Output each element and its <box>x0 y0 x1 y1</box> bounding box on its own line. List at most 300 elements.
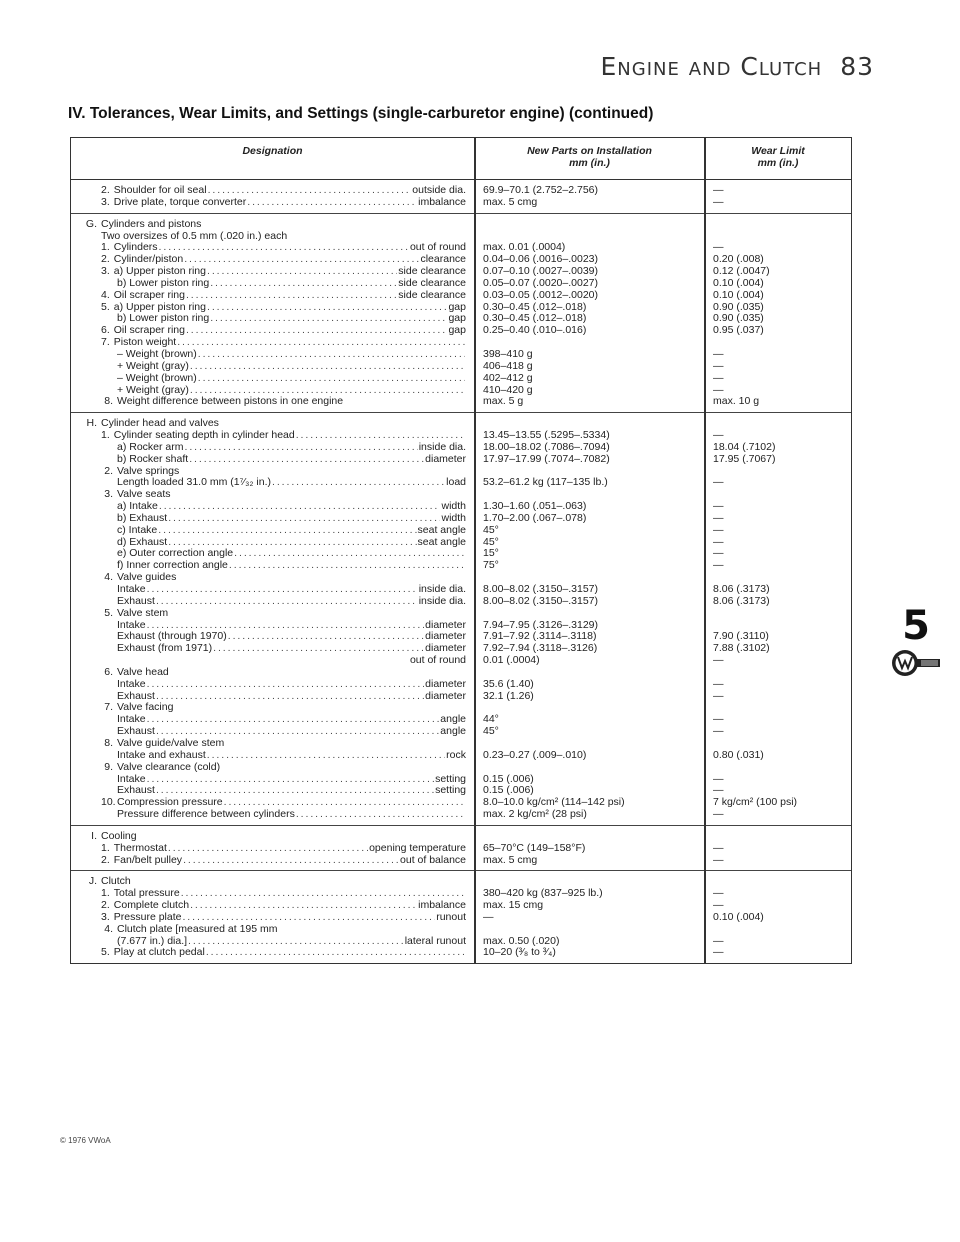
measurement-qualifier: side clearance <box>398 265 466 278</box>
wear-limit-value <box>703 466 851 478</box>
row-label: Intake <box>117 583 146 595</box>
measurement-qualifier: gap <box>448 312 466 325</box>
new-parts-value <box>474 831 703 843</box>
row-label: Intake <box>117 772 146 785</box>
row-label: Weight difference between pistons in one engine <box>117 395 344 408</box>
wear-limit-value: — <box>713 808 724 821</box>
dot-leader <box>188 936 404 948</box>
new-parts-value: 7.91–7.92 (.3114–.3118) <box>483 630 597 643</box>
item-number: 8. <box>104 736 113 749</box>
wear-limit-value: — <box>713 547 724 560</box>
wear-limit-value: — <box>713 241 724 254</box>
new-parts-value: 0.15 (.006) <box>483 784 534 797</box>
designation-cell <box>71 361 474 373</box>
section-heading: IV. Tolerances, Wear Limits, and Settings (single-carburetor engine) (continued) <box>68 105 654 122</box>
measurement-qualifier: diameter <box>425 677 466 690</box>
new-parts-value: 0.30–0.45 (.012–.018) <box>483 312 587 325</box>
row-label: Piston weight <box>113 336 177 349</box>
row-label: Cylinders <box>113 241 158 254</box>
wear-limit-value: 0.12 (.0047) <box>713 265 770 278</box>
wear-limit-value: 0.95 (.037) <box>713 324 764 337</box>
table-row <box>71 750 851 762</box>
item-number: 3. <box>104 488 113 501</box>
table-row <box>71 219 851 231</box>
row-label: a) Upper piston ring <box>113 300 206 313</box>
dot-leader <box>147 584 418 596</box>
table-row <box>71 691 851 703</box>
measurement-qualifier: diameter <box>425 452 466 465</box>
new-parts-value: 45° <box>483 535 499 548</box>
row-label: Cylinders and pistons <box>101 217 202 230</box>
new-parts-value: 0.04–0.06 (.0016–.0023) <box>483 253 599 266</box>
item-number: 4. <box>104 922 113 935</box>
designation-cell <box>71 667 474 679</box>
row-label: a) Upper piston ring <box>113 265 206 278</box>
wear-limit-value: — <box>713 500 724 513</box>
row-label: Exhaust <box>117 725 155 738</box>
new-parts-value: 75° <box>483 559 499 572</box>
wear-limit-value: 0.20 (.008) <box>713 253 764 266</box>
measurement-qualifier: outside dia. <box>412 184 466 196</box>
table-row <box>71 843 851 855</box>
dot-leader <box>207 266 397 278</box>
measurement-qualifier: load <box>446 476 466 489</box>
measurement-qualifier: imbalance <box>418 195 466 208</box>
item-number: 7. <box>101 336 110 349</box>
row-label: Oil scraper ring <box>113 324 185 337</box>
wear-limit-value: 0.10 (.004) <box>713 276 764 289</box>
dot-leader <box>185 442 418 454</box>
new-parts-value: 8.00–8.02 (.3150–.3157) <box>483 594 599 607</box>
wear-limit-value: — <box>713 523 724 536</box>
new-parts-value: — <box>483 910 494 923</box>
item-number: H. <box>86 417 97 430</box>
table-row <box>71 924 851 936</box>
table-section <box>71 871 851 963</box>
dot-leader <box>147 774 434 786</box>
new-parts-value: 0.03–0.05 (.0012–.0020) <box>483 288 599 301</box>
designation-cell <box>71 855 474 867</box>
dot-leader <box>177 337 465 349</box>
row-label: c) Intake <box>117 523 158 536</box>
wear-limit-value: — <box>713 359 724 372</box>
wear-limit-value <box>703 702 851 714</box>
wear-limit-value: 0.90 (.035) <box>713 300 764 313</box>
wear-limit-value: 8.06 (.3173) <box>713 594 770 607</box>
item-number: 2. <box>101 253 110 266</box>
dot-leader <box>182 912 435 924</box>
col-designation-header: Designation <box>71 138 475 179</box>
new-parts-value <box>474 667 703 679</box>
row-label: Valve facing <box>117 701 174 714</box>
dot-leader <box>158 525 416 537</box>
wear-limit-value: — <box>713 887 724 900</box>
row-label: b) Lower piston ring <box>117 312 210 325</box>
row-label: Valve guides <box>117 571 177 584</box>
designation-cell <box>71 809 474 821</box>
table-row <box>71 325 851 337</box>
dot-leader <box>189 454 424 466</box>
item-number: I. <box>91 829 97 842</box>
item-number: 6. <box>104 665 113 678</box>
new-parts-value: 0.23–0.27 (.009–.010) <box>483 748 587 761</box>
dot-leader <box>184 254 419 266</box>
new-parts-value: 0.07–0.10 (.0027–.0039) <box>483 265 599 278</box>
row-label: Valve guide/valve stem <box>117 736 225 749</box>
item-number: 4. <box>101 288 110 301</box>
dot-leader <box>228 631 424 643</box>
wear-limit-value: — <box>713 841 724 854</box>
table-row <box>71 278 851 290</box>
table-section <box>71 214 851 414</box>
table-row <box>71 831 851 843</box>
chapter-tab <box>891 603 941 683</box>
table-row <box>71 809 851 821</box>
table-row <box>71 290 851 302</box>
measurement-qualifier: clearance <box>420 253 466 266</box>
row-label: Cooling <box>101 829 137 842</box>
measurement-qualifier: gap <box>448 300 466 313</box>
new-parts-value: 35.6 (1.40) <box>483 677 534 690</box>
item-number: J. <box>88 875 97 888</box>
vw-logo-icon <box>891 648 941 683</box>
measurement-qualifier: seat angle <box>417 523 466 536</box>
table-row <box>71 513 851 525</box>
dot-leader <box>159 242 409 254</box>
table-row <box>71 477 851 489</box>
designation-cell <box>71 396 474 408</box>
new-parts-value: 7.92–7.94 (.3118–.3126) <box>483 642 598 655</box>
item-number: 9. <box>104 760 113 773</box>
row-label: Valve clearance (cold) <box>117 760 221 773</box>
col-new-parts-header: New Parts on Installation mm (in.) <box>475 138 705 179</box>
designation-cell <box>71 454 474 466</box>
item-number: 1. <box>101 429 110 442</box>
measurement-qualifier: diameter <box>425 689 466 702</box>
row-label: – Weight (brown) <box>117 347 197 360</box>
new-parts-value: max. 5 cmg <box>483 195 538 208</box>
table-row <box>71 454 851 466</box>
wear-limit-value: — <box>713 934 724 947</box>
designation-cell <box>71 912 474 924</box>
measurement-qualifier: out of balance <box>400 853 466 866</box>
dot-leader <box>213 643 424 655</box>
new-parts-value: 0.15 (.006) <box>483 772 534 785</box>
measurement-qualifier: diameter <box>425 618 466 631</box>
dot-leader <box>234 548 465 560</box>
measurement-qualifier: imbalance <box>418 899 466 912</box>
row-label: Valve stem <box>117 606 169 619</box>
dot-leader <box>186 325 448 337</box>
wear-limit-value: — <box>713 853 724 866</box>
item-number: 3. <box>101 910 110 923</box>
row-label: Complete clutch <box>113 899 190 912</box>
new-parts-value: max. 15 cmg <box>483 899 544 912</box>
wear-limit-value: 7.88 (.3102) <box>713 642 770 655</box>
wear-limit-value: — <box>713 689 724 702</box>
table-row <box>71 912 851 924</box>
wear-limit-value: — <box>713 371 724 384</box>
measurement-qualifier: angle <box>440 725 466 738</box>
new-parts-value: 0.05–0.07 (.0020–.0027) <box>483 276 599 289</box>
table-row <box>71 608 851 620</box>
wear-limit-value: 0.10 (.004) <box>713 910 764 923</box>
item-number: 5. <box>101 300 110 313</box>
wear-limit-value: — <box>713 383 724 396</box>
new-parts-value: 45° <box>483 725 499 738</box>
row-label: e) Outer correction angle <box>117 547 234 560</box>
dot-leader <box>186 290 397 302</box>
designation-cell <box>71 947 474 959</box>
new-parts-value: 410–420 g <box>483 383 533 396</box>
wear-limit-value: — <box>713 677 724 690</box>
row-label: Intake <box>117 677 146 690</box>
measurement-qualifier: side clearance <box>398 276 466 289</box>
designation-cell <box>71 219 474 231</box>
new-parts-value <box>474 608 703 620</box>
new-parts-value: 15° <box>483 547 499 560</box>
wear-limit-value: — <box>713 535 724 548</box>
running-header <box>600 52 874 81</box>
wear-limit-value: — <box>713 184 724 196</box>
dot-leader <box>147 714 440 726</box>
dot-leader <box>210 278 397 290</box>
new-parts-value: 10–20 (³⁄₈ to ³⁄₄) <box>483 946 556 959</box>
wear-limit-value: 18.04 (.7102) <box>713 440 776 453</box>
item-number: 3. <box>101 265 110 278</box>
item-number: 2. <box>104 464 113 477</box>
row-label: Cylinder seating depth in cylinder head <box>113 429 295 442</box>
item-number: 1. <box>101 841 110 854</box>
row-label: Intake <box>117 618 146 631</box>
designation-cell <box>71 843 474 855</box>
new-parts-value: 8.0–10.0 kg/cm² (114–142 psi) <box>483 796 625 809</box>
dot-leader <box>190 361 465 373</box>
designation-cell <box>71 608 474 620</box>
wear-limit-value: — <box>713 725 724 738</box>
item-number: 7. <box>104 701 113 714</box>
new-parts-value <box>474 762 703 774</box>
designation-cell <box>71 373 474 385</box>
table-row <box>71 396 851 408</box>
row-label: Cylinder head and valves <box>101 417 219 430</box>
table-row <box>71 560 851 572</box>
designation-cell <box>71 831 474 843</box>
new-parts-value: 53.2–61.2 kg (117–135 lb.) <box>483 476 608 489</box>
table-body <box>71 180 851 963</box>
table-row <box>71 947 851 959</box>
new-parts-value: 380–420 kg (837–925 lb.) <box>483 887 603 900</box>
wear-limit-value: — <box>713 559 724 572</box>
measurement-qualifier: out of round <box>409 654 466 667</box>
item-number: 2. <box>101 184 110 196</box>
dot-leader <box>198 373 465 385</box>
item-number: 3. <box>101 195 110 208</box>
item-number: 10. <box>101 796 116 809</box>
row-label: Cylinder/piston <box>113 253 184 266</box>
new-parts-value: max. 0.01 (.0004) <box>483 241 566 254</box>
item-number: G. <box>85 217 97 230</box>
wear-limit-value: 0.10 (.004) <box>713 288 764 301</box>
item-number: 1. <box>101 241 110 254</box>
item-number: 5. <box>104 606 113 619</box>
table-row <box>71 667 851 679</box>
row-label: + Weight (gray) <box>117 359 189 372</box>
row-label: Clutch <box>101 875 131 888</box>
new-parts-value: max. 5 cmg <box>483 853 538 866</box>
row-label: f) Inner correction angle <box>117 559 228 572</box>
spec-table <box>70 137 852 964</box>
wear-limit-value <box>703 762 851 774</box>
row-label: Two oversizes of 0.5 mm (.020 in.) each <box>101 229 288 242</box>
measurement-qualifier: side clearance <box>398 288 466 301</box>
row-label: Exhaust <box>117 784 155 797</box>
dot-leader <box>168 843 368 855</box>
wear-limit-value: — <box>713 713 724 726</box>
row-label: Compression pressure <box>117 796 223 809</box>
wear-limit-value <box>703 876 851 888</box>
row-label: Length loaded 31.0 mm (1⁷⁄₃₂ in.) <box>117 476 271 489</box>
measurement-qualifier: runout <box>436 910 466 923</box>
row-label: Exhaust (through 1970) <box>117 630 227 643</box>
dot-leader <box>168 513 440 525</box>
table-row <box>71 197 851 209</box>
new-parts-value: 32.1 (1.26) <box>483 689 534 702</box>
row-label: Valve seats <box>117 488 171 501</box>
row-label: b) Lower piston ring <box>117 276 210 289</box>
new-parts-value: 69.9–70.1 (2.752–2.756) <box>483 184 599 196</box>
measurement-qualifier: inside dia. <box>418 594 466 607</box>
wear-limit-value: 0.80 (.031) <box>713 748 764 761</box>
table-row <box>71 525 851 537</box>
wear-limit-value: — <box>713 429 724 442</box>
row-label: Drive plate, torque converter <box>113 195 247 208</box>
dot-leader <box>247 197 417 209</box>
designation-cell <box>71 679 474 691</box>
row-label: b) Exhaust <box>117 511 168 524</box>
table-row <box>71 442 851 454</box>
designation-cell <box>71 197 474 209</box>
wear-limit-value: — <box>713 654 724 667</box>
new-parts-value <box>474 219 703 231</box>
table-row <box>71 679 851 691</box>
measurement-qualifier: diameter <box>425 630 466 643</box>
dot-leader <box>156 691 424 703</box>
measurement-qualifier: opening temperature <box>369 841 466 854</box>
dot-leader <box>210 313 447 325</box>
new-parts-value: 8.00–8.02 (.3150–.3157) <box>483 583 599 595</box>
new-parts-value: 398–410 g <box>483 347 533 360</box>
wear-limit-value <box>703 337 851 349</box>
new-parts-value: 0.01 (.0004) <box>483 654 540 667</box>
designation-cell <box>71 278 474 290</box>
new-parts-value: 44° <box>483 713 499 726</box>
measurement-qualifier: angle <box>440 713 466 726</box>
row-label: Intake and exhaust <box>117 748 206 761</box>
new-parts-value: 7.94–7.95 (.3126–.3129) <box>483 618 599 631</box>
new-parts-value: 65–70°C (149–158°F) <box>483 841 586 854</box>
row-label: Exhaust <box>117 689 155 702</box>
new-parts-value: 1.30–1.60 (.051–.063) <box>483 500 587 513</box>
item-number: 2. <box>101 899 110 912</box>
new-parts-value: 13.45–13.55 (.5295–.5334) <box>483 429 610 442</box>
table-row <box>71 361 851 373</box>
measurement-qualifier: setting <box>435 772 466 785</box>
row-label: Fan/belt pulley <box>113 853 183 866</box>
dot-leader <box>183 855 399 867</box>
wear-limit-value <box>703 608 851 620</box>
designation-cell <box>71 442 474 454</box>
new-parts-value: 406–418 g <box>483 359 533 372</box>
table-section <box>71 826 851 872</box>
wear-limit-value: — <box>713 511 724 524</box>
item-number: 6. <box>101 324 110 337</box>
designation-cell <box>71 596 474 608</box>
new-parts-value: 18.00–18.02 (.7086–.7094) <box>483 440 610 453</box>
row-label: Total pressure <box>113 887 180 900</box>
dot-leader <box>272 477 445 489</box>
measurement-qualifier: width <box>441 500 466 513</box>
measurement-qualifier: out of round <box>409 241 466 254</box>
chapter-number: 5 <box>902 603 930 649</box>
item-number: 2. <box>101 853 110 866</box>
new-parts-value: max. 2 kg/cm² (28 psi) <box>483 808 587 821</box>
table-header <box>71 138 851 180</box>
row-label: Intake <box>117 713 146 726</box>
wear-limit-value <box>703 667 851 679</box>
designation-cell <box>71 513 474 525</box>
measurement-qualifier: setting <box>435 784 466 797</box>
row-label: a) Rocker arm <box>117 440 184 453</box>
wear-limit-value <box>703 924 851 936</box>
row-label: Valve head <box>117 665 169 678</box>
row-label: Oil scraper ring <box>113 288 185 301</box>
row-label: – Weight (brown) <box>117 371 197 384</box>
new-parts-value: max. 0.50 (.020) <box>483 934 560 947</box>
table-row <box>71 762 851 774</box>
new-parts-value: 402–412 g <box>483 371 533 384</box>
new-parts-value <box>474 702 703 714</box>
row-label: Exhaust <box>117 594 155 607</box>
dot-leader <box>207 750 445 762</box>
row-label: b) Rocker shaft <box>117 452 189 465</box>
measurement-qualifier: inside dia. <box>418 583 466 595</box>
row-label: d) Exhaust <box>117 535 168 548</box>
row-label: Pressure difference between cylinders <box>117 808 295 821</box>
new-parts-value: 0.30–0.45 (.012–.018) <box>483 300 587 313</box>
dot-leader <box>198 349 465 361</box>
wear-limit-value: — <box>713 347 724 360</box>
wear-limit-value: — <box>713 476 724 489</box>
row-label: Thermostat <box>113 841 167 854</box>
copyright: © 1976 VWoA <box>60 1136 111 1145</box>
dot-leader <box>147 679 425 691</box>
wear-limit-value: — <box>713 899 724 912</box>
measurement-qualifier: width <box>441 511 466 524</box>
row-label: Exhaust (from 1971) <box>117 642 213 655</box>
measurement-qualifier: diameter <box>425 642 466 655</box>
dot-leader <box>159 501 441 513</box>
col-wear-limit-header: Wear Limit mm (in.) <box>751 145 805 169</box>
designation-cell <box>71 525 474 537</box>
dot-leader <box>206 947 465 959</box>
wear-limit-value: 17.95 (.7067) <box>713 452 776 465</box>
measurement-qualifier: inside dia. <box>418 440 466 453</box>
table-row <box>71 876 851 888</box>
designation-cell <box>71 290 474 302</box>
table-section <box>71 180 851 214</box>
wear-limit-value: — <box>713 784 724 797</box>
